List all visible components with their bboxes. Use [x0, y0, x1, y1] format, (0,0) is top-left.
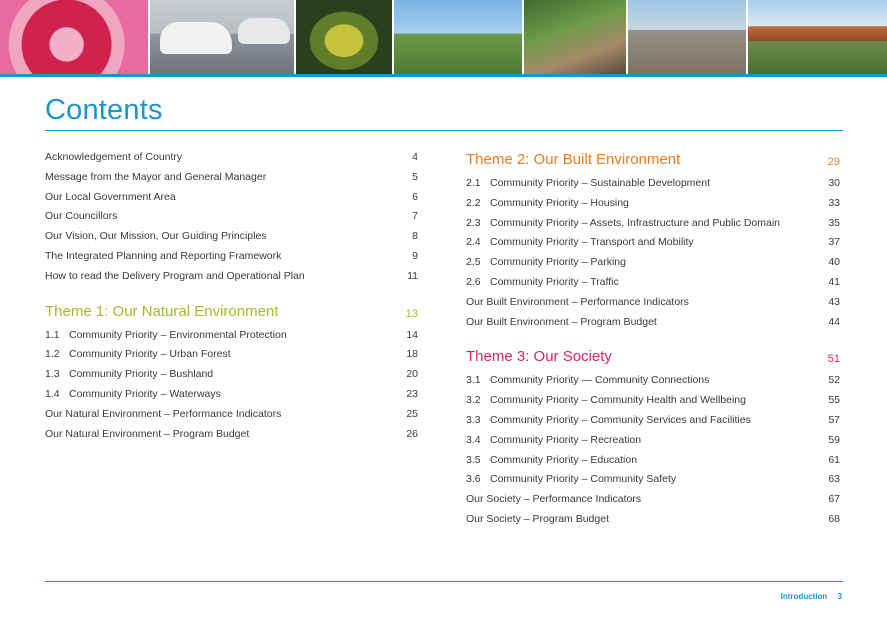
toc-entry-label: Community Priority – Housing	[490, 196, 629, 209]
toc-entry-number: 2.4	[466, 236, 481, 249]
toc-entry-label: Community Priority – Community Safety	[490, 473, 677, 486]
toc-entry-label: How to read the Delivery Program and Operational Plan	[45, 269, 305, 282]
toc-entry-label: The Integrated Planning and Reporting Framework	[45, 249, 282, 262]
toc-entry-label: Our Councillors	[45, 210, 118, 223]
toc-entry-number: 3.2	[466, 394, 481, 407]
toc-entry-page: 4	[412, 151, 418, 163]
toc-entry-page: 55	[828, 394, 840, 407]
theme-page: 29	[827, 156, 840, 168]
intro-list	[45, 148, 418, 287]
toc-entry[interactable]	[466, 214, 840, 234]
toc-entry-number: 2.2	[466, 196, 481, 209]
toc-entry[interactable]	[45, 365, 418, 385]
toc-entry-page: 7	[412, 210, 418, 223]
frog-photo	[296, 0, 394, 74]
page-title: Contents	[45, 94, 163, 126]
toc-entry[interactable]	[466, 451, 840, 471]
toc-entry[interactable]	[466, 273, 840, 293]
toc-entry[interactable]	[45, 326, 418, 346]
toc-entry[interactable]	[466, 174, 840, 194]
toc-entry[interactable]	[466, 431, 840, 451]
footer-section: Introduction	[780, 592, 828, 601]
toc-entry-page: 6	[412, 190, 418, 203]
toc-entry-number: 1.4	[45, 387, 60, 400]
toc-entry-label: Our Society – Performance Indicators	[466, 493, 642, 506]
toc-entry-label: Community Priority – Sustainable Development	[490, 177, 711, 189]
street-family-photo	[628, 0, 748, 74]
toc-entry-page: 67	[828, 493, 840, 506]
toc-entry[interactable]	[45, 207, 418, 227]
toc-entry[interactable]	[466, 293, 840, 313]
toc-entry-page: 40	[828, 256, 840, 269]
toc-entry[interactable]	[45, 188, 418, 208]
theme1-list	[45, 326, 418, 445]
toc-entry[interactable]	[45, 345, 418, 365]
electric-cars-photo	[150, 0, 296, 74]
toc-entry-page: 61	[828, 453, 840, 466]
toc-entry-label: Message from the Mayor and General Manager	[45, 170, 267, 183]
toc-entry-number: 1.2	[45, 348, 60, 361]
children-play-photo	[0, 0, 150, 74]
toc-entry[interactable]	[45, 425, 418, 445]
toc-entry-label: Our Local Government Area	[45, 190, 176, 203]
toc-entry-page: 52	[828, 374, 840, 387]
toc-entry-page: 8	[412, 230, 418, 243]
toc-entry-page: 44	[828, 315, 840, 328]
toc-entry-page: 68	[828, 512, 840, 525]
title-divider	[45, 130, 843, 131]
toc-entry-label: Community Priority – Waterways	[69, 387, 221, 400]
toc-entry-page: 20	[406, 368, 418, 381]
toc-entry-page: 63	[828, 473, 840, 486]
toc-entry[interactable]	[45, 267, 418, 287]
toc-entry[interactable]	[45, 385, 418, 405]
toc-entry[interactable]	[466, 313, 840, 333]
theme3-list	[466, 371, 840, 529]
toc-entry[interactable]	[466, 470, 840, 490]
toc-entry-label: Community Priority – Traffic	[490, 275, 619, 288]
banner-divider	[0, 74, 887, 77]
toc-entry-number: 1.1	[45, 328, 60, 341]
theme-title: Theme 3: Our Society	[466, 348, 612, 366]
toc-entry-label: Community Priority – Bushland	[69, 368, 214, 381]
footer-page-number: 3	[837, 592, 842, 601]
toc-entry-label: Acknowledgement of Country	[45, 151, 183, 163]
photo-banner	[0, 0, 887, 74]
theme-page: 51	[827, 353, 840, 366]
toc-entry-label: Our Society – Program Budget	[466, 512, 609, 525]
toc-entry[interactable]	[45, 148, 418, 168]
toc-entry-page: 25	[406, 407, 418, 420]
theme-page: 13	[405, 307, 418, 320]
toc-entry[interactable]	[45, 168, 418, 188]
footer-divider	[45, 581, 843, 582]
toc-entry[interactable]	[466, 391, 840, 411]
toc-entry[interactable]	[466, 253, 840, 273]
toc-entry[interactable]	[45, 247, 418, 267]
toc-entry-page: 11	[407, 269, 418, 282]
theme2-list	[466, 174, 840, 332]
toc-entry-label: Community Priority – Community Services and Facilities	[490, 413, 751, 426]
toc-entry[interactable]	[466, 411, 840, 431]
community-park-photo	[394, 0, 524, 74]
theme-heading-built[interactable]	[466, 148, 840, 172]
toc-entry-number: 3.3	[466, 413, 481, 426]
toc-entry-label: Community Priority – Environmental Protection	[69, 328, 287, 341]
toc-entry-page: 59	[828, 433, 840, 446]
toc-entry-label: Our Natural Environment – Performance Indicators	[45, 407, 282, 420]
toc-entry[interactable]	[466, 510, 840, 530]
toc-entry[interactable]	[466, 371, 840, 391]
toc-entry-page: 23	[406, 387, 418, 400]
toc-entry-number: 1.3	[45, 368, 60, 381]
theme-heading-natural[interactable]	[45, 300, 418, 324]
toc-entry-number: 3.6	[466, 473, 481, 486]
toc-entry-label: Our Vision, Our Mission, Our Guiding Principles	[45, 230, 267, 243]
toc-entry-number: 3.5	[466, 453, 481, 466]
toc-entry-label: Our Built Environment – Program Budget	[466, 315, 657, 328]
toc-entry-label: Community Priority — Community Connections	[490, 374, 710, 387]
toc-entry-label: Community Priority – Recreation	[490, 433, 642, 446]
toc-entry[interactable]	[466, 490, 840, 510]
theme-title: Theme 1: Our Natural Environment	[45, 302, 279, 320]
toc-entry-page: 9	[412, 249, 418, 262]
theme-heading-society[interactable]	[466, 345, 840, 369]
contents-left-column	[45, 148, 418, 444]
toc-entry-page: 43	[828, 295, 840, 308]
toc-entry-page: 26	[406, 427, 418, 440]
toc-entry-number: 2.1	[466, 177, 481, 189]
toc-entry-page: 5	[412, 170, 418, 183]
toc-entry-label: Community Priority – Transport and Mobility	[490, 236, 694, 249]
toc-entry[interactable]	[466, 194, 840, 214]
theme-title: Theme 2: Our Built Environment	[466, 151, 681, 168]
toc-entry-number: 2.5	[466, 256, 481, 269]
contents-right-column	[466, 148, 840, 530]
page-footer	[781, 592, 842, 601]
toc-entry-number: 3.4	[466, 433, 481, 446]
toc-entry-page: 57	[828, 413, 840, 426]
toc-entry-label: Community Priority – Community Health and Wellbeing	[490, 394, 746, 407]
toc-entry-page: 14	[406, 328, 418, 341]
toc-entry-page: 33	[828, 196, 840, 209]
toc-entry-page: 35	[828, 216, 840, 229]
toc-entry[interactable]	[466, 233, 840, 253]
toc-entry-label: Our Natural Environment – Program Budget	[45, 427, 250, 440]
toc-entry-page: 41	[828, 275, 840, 288]
toc-entry-page: 18	[406, 348, 418, 361]
toc-entry-number: 3.1	[466, 374, 481, 387]
children-garden-photo	[524, 0, 628, 74]
toc-entry-label: Our Built Environment – Performance Indicators	[466, 295, 689, 308]
public-domain-photo	[748, 0, 887, 74]
toc-entry-label: Community Priority – Education	[490, 453, 638, 466]
toc-entry-number: 2.3	[466, 216, 481, 229]
toc-entry-page: 37	[828, 236, 840, 249]
toc-entry-page: 30	[828, 177, 840, 189]
toc-entry-number: 2.6	[466, 275, 481, 288]
toc-entry-label: Community Priority – Urban Forest	[69, 348, 231, 361]
toc-entry-label: Community Priority – Assets, Infrastructure and Public Domain	[490, 216, 781, 229]
toc-entry[interactable]	[45, 405, 418, 425]
toc-entry[interactable]	[45, 227, 418, 247]
toc-entry-label: Community Priority – Parking	[490, 256, 626, 269]
